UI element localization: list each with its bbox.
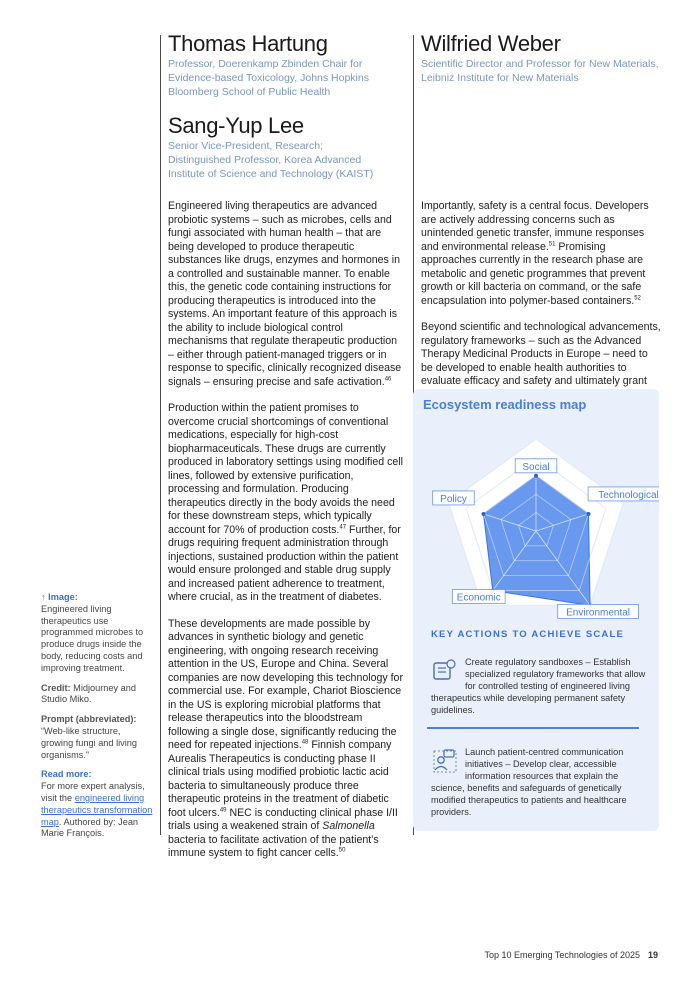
author-block-1 [168, 32, 403, 99]
publication-title: Top 10 Emerging Technologies of 2025 [484, 950, 640, 960]
author-name: Sang-Yup Lee [168, 113, 304, 138]
key-actions-title: KEY ACTIONS TO ACHIEVE SCALE [431, 629, 625, 640]
radar-point-policy [482, 512, 486, 516]
author-name: Thomas Hartung [168, 31, 328, 56]
radar-label-economic: Economic [456, 592, 501, 604]
paragraph: Importantly, safety is a central focus. Developers are actively addressing concerns such as unintended genetic transfer, immune responses and environmental release.$^{51}$ Promising approaches currently in the research phase are metabolic and genetic programmes that prevent growth or kill bacteria on command, or the safe encapsulation into polymer-based containers.$^{52}$ [421, 200, 649, 307]
radar-point-social [534, 474, 538, 478]
action-text: Launch patient-centred communication initiatives – Develop clear, accessible information resources that explain the science, benefits and safeguards of genetically modified therapeutics to patients and healthcare providers. [431, 747, 627, 817]
radar-label-policy: Policy [440, 493, 467, 505]
radar-label-environmental: Environmental [566, 607, 631, 619]
right-column-text [421, 200, 661, 415]
page-number: 19 [647, 950, 658, 960]
author-block-2 [421, 32, 666, 85]
action-item-1 [431, 656, 651, 716]
paragraph: These developments are made possible by advances in synthetic biology and genetic engineering, with ongoing research receiving attention in the US, Europe and China. Several companies are now developing this technology for commercial use. For example, Chariot Bioscience in the US is exploring microbial platforms that release therapeutics into the bloodstream following a single dose, significantly reducing the need for repeated injections.$^{48}$ Finnish company Aurealis Therapeutics is conducting phase II clinical trials using modified probiotic lactic acid bacteria to simultaneously produce three therapeutic proteins in the treatment of diabetic foot ulcers.$^{49}$ NEC is conducting clinical phase I/II trials using a weakened strain of Salmonella bacteria to facilitate activation of the patient’s immune system to fight cancer cells.$^{50}$ [168, 617, 403, 859]
column-rule-left [160, 35, 161, 835]
radar-label-technological: Technological [598, 489, 659, 501]
left-column-text [168, 200, 404, 874]
sidebar [41, 592, 153, 848]
image-credit: Credit: Midjourney and Studio Miko. [41, 682, 136, 705]
action-text: Create regulatory sandboxes – Establish specialized regulatory frameworks that allow for controlled testing of engineered living therapeutics while developing permanent safety guidelines. [431, 657, 646, 715]
sandbox-icon [431, 658, 457, 684]
ecosystem-panel [413, 389, 659, 831]
paragraph: Engineered living therapeutics are advanced probiotic systems – such as microbes, cells and fungi associated with human health – that are being developed to produce therapeutic substances like drugs, enzymes and hormones in a controlled and sustainable manner. To enable this, the genetic code containing instructions for producing therapeutics is introduced into the systems. An important feature of this approach is the ability to include biological control mechanisms that regulate therapeutic production – either through patient-managed triggers or in response to specific, clinically recognized disease signals – ensuring precise and safe activation.$^{46}$ [168, 200, 402, 388]
radar-point-technological [586, 512, 590, 516]
panel-title: Ecosystem readiness map [423, 397, 587, 412]
radar-label-social: Social [522, 461, 550, 473]
action-item-2 [431, 746, 651, 818]
author-role: Scientific Director and Professor for New Materials, Leibniz Institute for New Materials [421, 58, 659, 84]
action-divider [427, 727, 639, 729]
author-name: Wilfried Weber [421, 31, 561, 56]
transformation-map-link[interactable]: engineered living therapeutics transformation map [41, 792, 153, 827]
radar-chart [413, 419, 659, 639]
read-more: Read more: For more expert analysis, visit the engineered living therapeutics transformation map. Authored by: Jean Marie François. [41, 769, 153, 839]
author-role: Professor, Doerenkamp Zbinden Chair for Evidence-based Toxicology, Johns Hopkins Bloomberg School of Public Health [168, 58, 369, 98]
paragraph: Beyond scientific and technological advancements, regulatory frameworks – such as the Advanced Therapy Medicinal Products in Europe – need to be developed to enable health authorities to evaluate efficacy and safety and ultimately grant [421, 321, 661, 387]
image-prompt: Prompt (abbreviated): “Web-like structure, growing fungi and living organisms.” [41, 714, 138, 760]
author-block-3 [168, 114, 383, 181]
page-footer [485, 950, 658, 960]
author-role: Senior Vice-President, Research; Distinguished Professor, Korea Advanced Institute of Science and Technology (KAIST) [168, 140, 374, 180]
communication-icon [431, 748, 457, 774]
image-caption: ↑ Image: Engineered living therapeutics use programmed microbes to produce drugs inside the body, reducing costs and improving treatment. [41, 592, 144, 673]
paragraph: Production within the patient promises to overcome crucial shortcomings of conventional medications, especially for high-cost biopharmaceuticals. These drugs are currently produced in laboratory settings using modified cell lines, followed by extensive purification, processing and formulation. Producing therapeutics directly in the body avoids the need for these downstream steps, which typically account for 70% of production costs.$^{47}$ Further, for drugs requiring frequent administration through injections, sustained production within the patient would ensure prolonged and stable drug supply and increased patient adherence to treatment, where crucial, as in the treatment of diabetes. [168, 402, 403, 603]
